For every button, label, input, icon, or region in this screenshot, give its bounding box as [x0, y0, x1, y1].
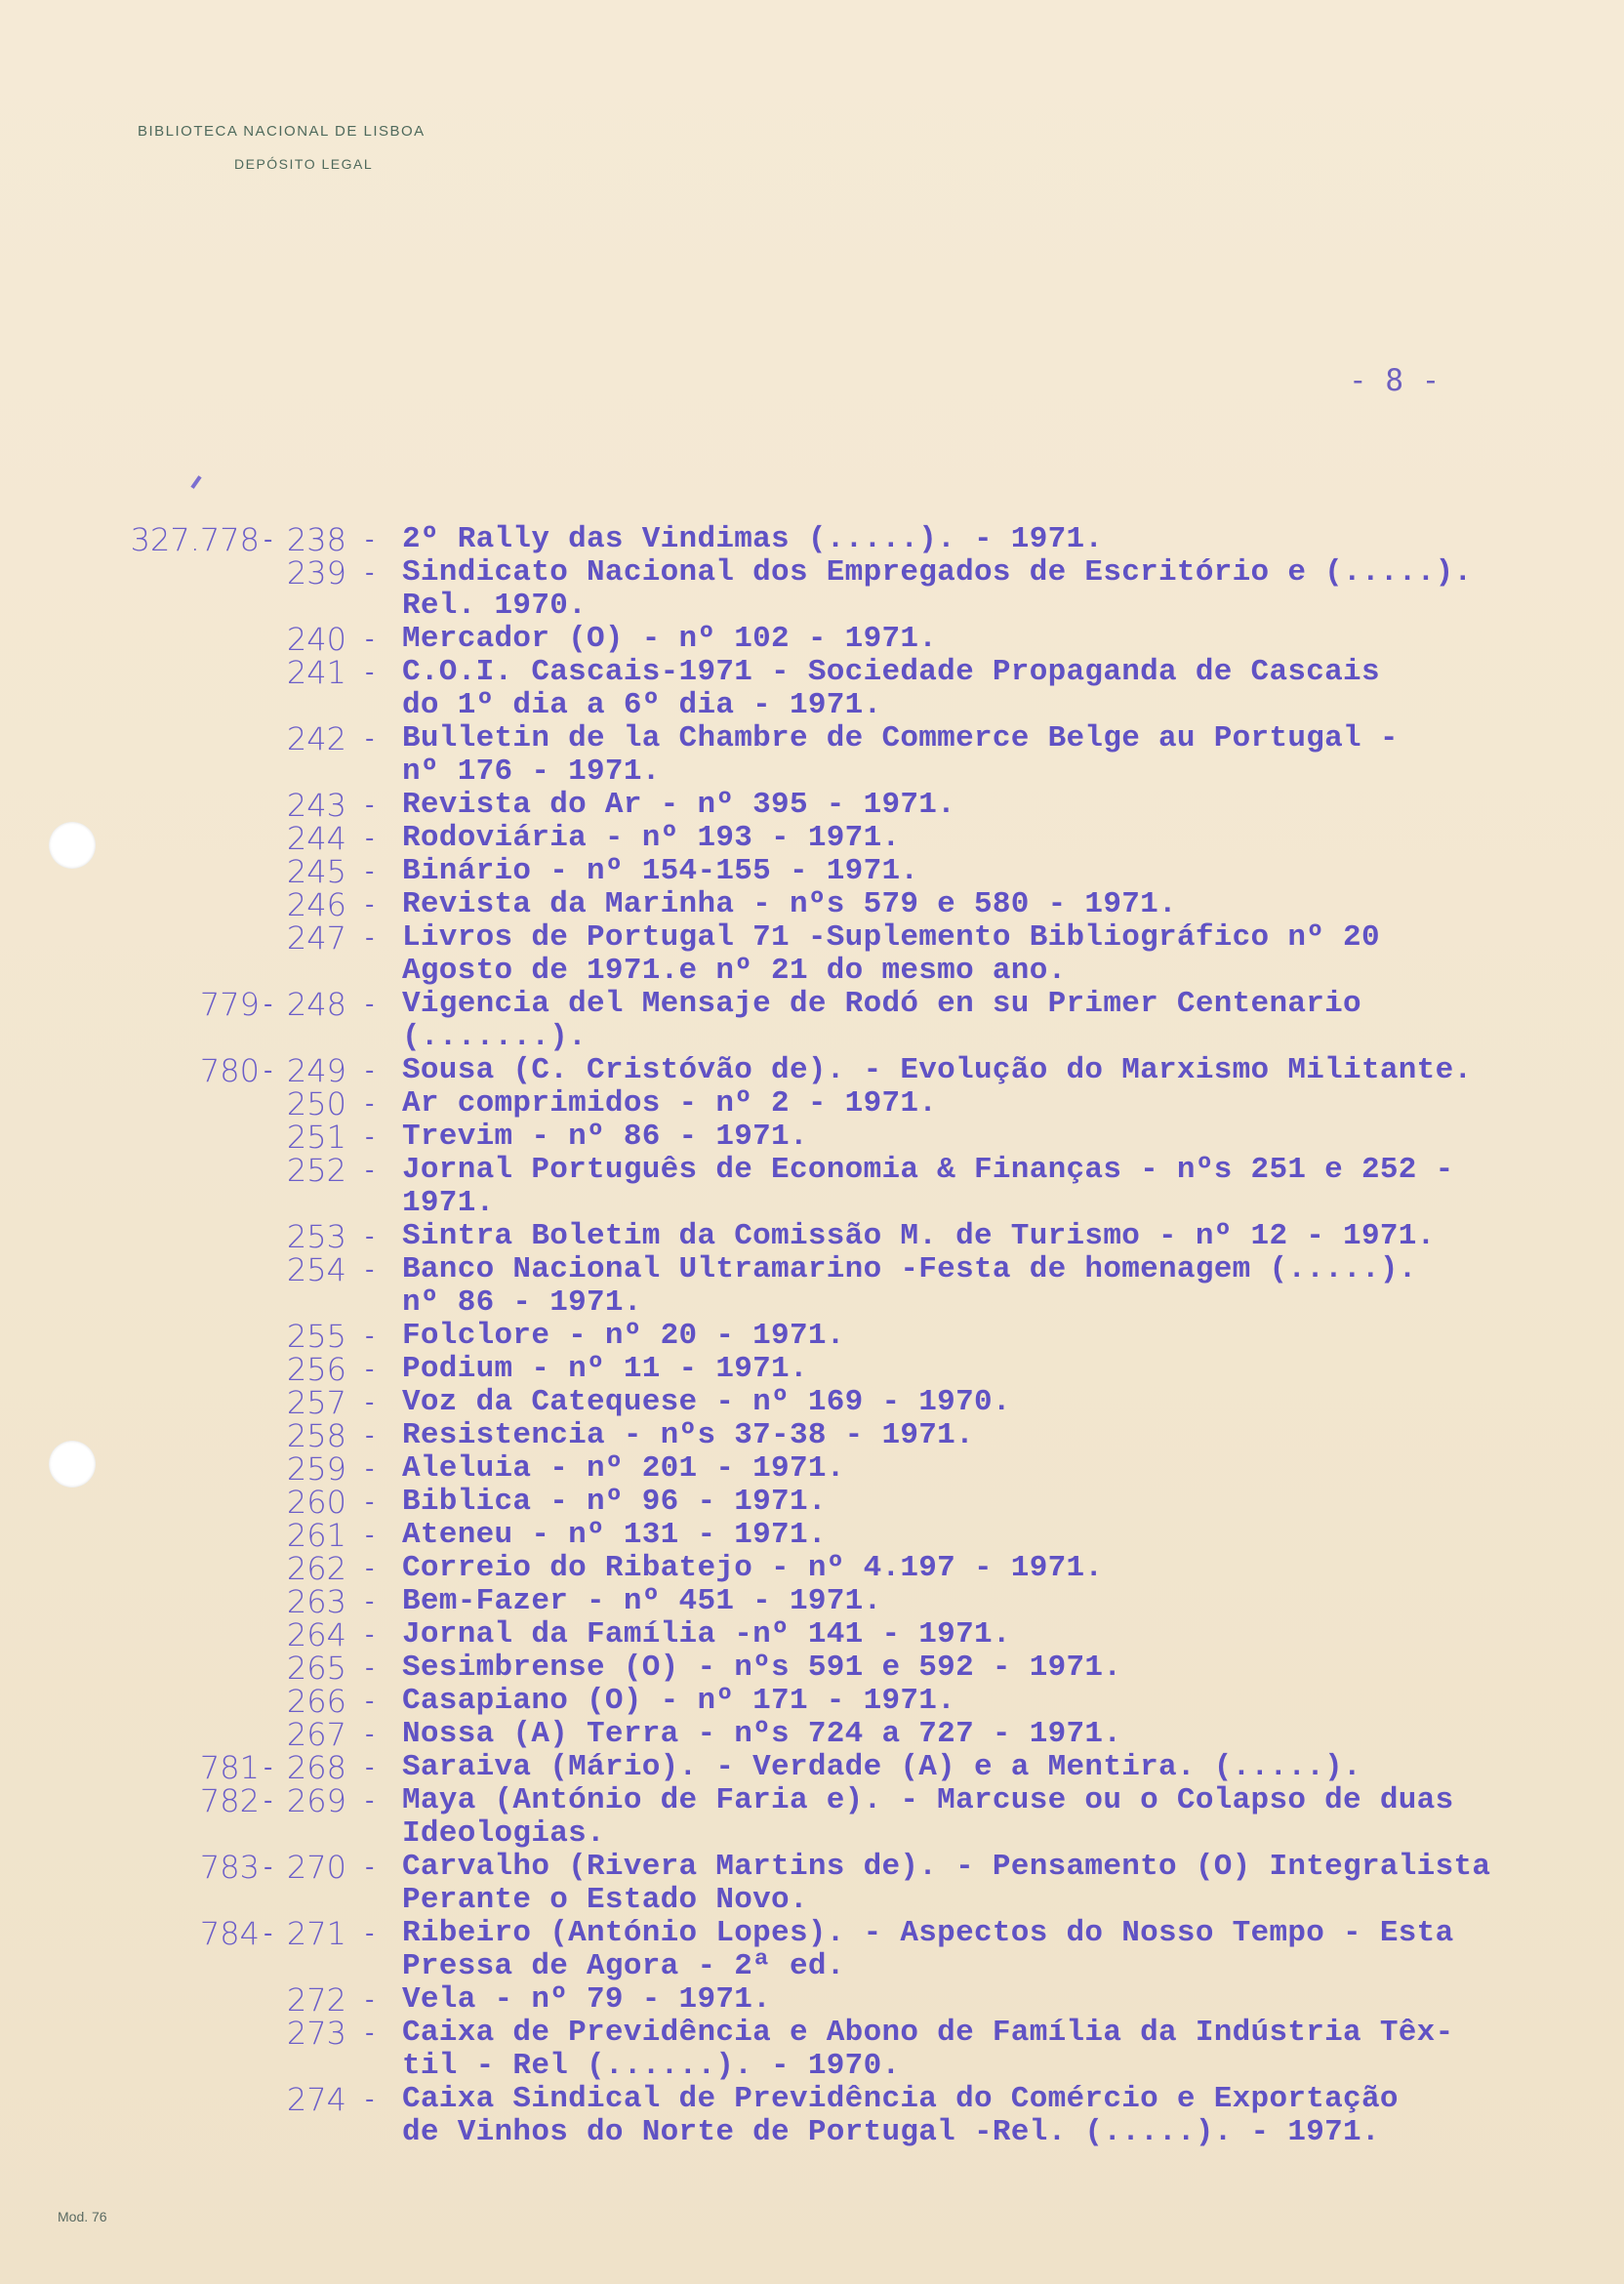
entry-title: Sindicato Nacional dos Empregados de Escritório e (.....). — [402, 555, 1473, 590]
entry-title-continued: nº 176 - 1971. — [402, 755, 661, 789]
entry-title: Mercador (O) - nº 102 - 1971. — [402, 622, 938, 656]
separator-dash: - — [365, 1753, 375, 1782]
deposit-entry — [0, 556, 1624, 623]
entry-title: Jornal da Família -nº 141 - 1971. — [402, 1617, 1011, 1652]
separator-dash: - — [264, 1853, 273, 1882]
item-number: 238 — [286, 521, 346, 558]
separator-dash: - — [365, 2085, 375, 2114]
separator-dash: - — [365, 1089, 375, 1119]
entry-title-continued: do 1º dia a 6º dia - 1971. — [402, 688, 882, 722]
item-number: 262 — [286, 1550, 346, 1587]
item-number: 241 — [286, 654, 346, 691]
deposit-entry — [0, 988, 1624, 1054]
item-number: 250 — [286, 1085, 346, 1122]
entry-line — [0, 1751, 1624, 1784]
entry-line — [0, 1585, 1624, 1618]
entry-line — [0, 988, 1624, 1021]
deposit-entry — [0, 789, 1624, 822]
deposit-entry — [0, 1685, 1624, 1718]
item-number: 274 — [286, 2081, 346, 2118]
separator-dash: - — [365, 1388, 375, 1417]
entry-title: Ribeiro (António Lopes). - Aspectos do Nosso Tempo - Esta — [402, 1916, 1454, 1950]
separator-dash: - — [365, 1255, 375, 1285]
item-number: 251 — [286, 1119, 346, 1156]
deposit-entry — [0, 1386, 1624, 1419]
entry-line — [0, 623, 1624, 656]
item-number: 264 — [286, 1616, 346, 1653]
entry-title: Caixa Sindical de Previdência do Comércio e Exportação — [402, 2082, 1399, 2116]
separator-dash: - — [365, 923, 375, 953]
accession-number: 780 — [199, 1052, 260, 1089]
entry-title: Nossa (A) Terra - nºs 724 a 727 - 1971. — [402, 1717, 1122, 1751]
item-number: 246 — [286, 886, 346, 923]
pencil-tick-mark — [190, 475, 201, 489]
deposit-entry — [0, 722, 1624, 789]
entry-line — [0, 855, 1624, 888]
entry-line — [0, 2083, 1624, 2116]
deposit-entry — [0, 1917, 1624, 1983]
deposit-entry — [0, 2083, 1624, 2149]
separator-dash: - — [365, 1122, 375, 1152]
deposit-entry — [0, 1154, 1624, 1220]
separator-dash: - — [365, 1488, 375, 1517]
item-number: 259 — [286, 1450, 346, 1488]
entry-title-continued: (.......). — [402, 1020, 588, 1054]
deposit-entry — [0, 1121, 1624, 1154]
entry-line — [0, 1718, 1624, 1751]
item-number: 243 — [286, 787, 346, 824]
entry-continuation-line — [0, 955, 1624, 988]
deposit-entry — [0, 1320, 1624, 1353]
separator-dash: - — [365, 1720, 375, 1749]
deposit-entry — [0, 1353, 1624, 1386]
entry-title: Vela - nº 79 - 1971. — [402, 1982, 772, 2017]
entry-title: Correio do Ribatejo - nº 4.197 - 1971. — [402, 1551, 1104, 1585]
entry-continuation-line — [0, 1286, 1624, 1320]
item-number: 239 — [286, 554, 346, 591]
entry-title-continued: Ideologias. — [402, 1816, 605, 1851]
entry-continuation-line — [0, 1884, 1624, 1917]
entry-title: Biblica - nº 96 - 1971. — [402, 1485, 827, 1519]
separator-dash: - — [264, 1919, 273, 1948]
item-number: 258 — [286, 1417, 346, 1454]
entry-title: Voz da Catequese - nº 169 - 1970. — [402, 1385, 1011, 1419]
entry-title: Bulletin de la Chambre de Commerce Belge au Portugal - — [402, 721, 1399, 755]
item-number: 257 — [286, 1384, 346, 1421]
entry-line — [0, 789, 1624, 822]
entry-title: C.O.I. Cascais-1971 - Sociedade Propaganda de Cascais — [402, 655, 1380, 689]
entry-title-continued: Rel. 1970. — [402, 589, 588, 623]
deposit-entry — [0, 1519, 1624, 1552]
entry-line — [0, 1983, 1624, 2017]
item-number: 267 — [286, 1716, 346, 1753]
deposit-entry — [0, 1054, 1624, 1087]
entry-line — [0, 2017, 1624, 2050]
separator-dash: - — [365, 525, 375, 554]
entry-line — [0, 1154, 1624, 1187]
deposit-entry — [0, 1486, 1624, 1519]
separator-dash: - — [264, 1786, 273, 1815]
deposit-entry — [0, 1552, 1624, 1585]
item-number: 244 — [286, 820, 346, 857]
item-number: 248 — [286, 986, 346, 1023]
deposit-entry — [0, 1253, 1624, 1320]
institution-header: BIBLIOTECA NACIONAL DE LISBOA — [138, 123, 426, 140]
entry-title: Folclore - nº 20 - 1971. — [402, 1319, 845, 1353]
entry-title: Casapiano (O) - nº 171 - 1971. — [402, 1684, 956, 1718]
separator-dash: - — [365, 1454, 375, 1484]
accession-number: 784 — [199, 1915, 260, 1952]
entry-title: Aleluia - nº 201 - 1971. — [402, 1451, 845, 1486]
entry-title: Livros de Portugal 71 -Suplemento Bibliográfico nº 20 — [402, 920, 1380, 955]
deposit-entry — [0, 1718, 1624, 1751]
entry-line — [0, 1486, 1624, 1519]
item-number: 266 — [286, 1683, 346, 1720]
accession-number: 781 — [199, 1749, 260, 1786]
entry-title: Revista do Ar - nº 395 - 1971. — [402, 788, 956, 822]
entry-title-continued: 1971. — [402, 1186, 495, 1220]
entry-line — [0, 1087, 1624, 1121]
separator-dash: - — [365, 1919, 375, 1948]
separator-dash: - — [365, 724, 375, 754]
entry-continuation-line — [0, 1187, 1624, 1220]
separator-dash: - — [365, 1421, 375, 1450]
entry-line — [0, 1917, 1624, 1950]
accession-number: 782 — [199, 1782, 260, 1819]
entry-line — [0, 1121, 1624, 1154]
separator-dash: - — [365, 1355, 375, 1384]
entry-line — [0, 921, 1624, 955]
entry-title: Podium - nº 11 - 1971. — [402, 1352, 808, 1386]
separator-dash: - — [365, 625, 375, 654]
entry-title-continued: Perante o Estado Novo. — [402, 1883, 808, 1917]
deposit-entry — [0, 921, 1624, 988]
item-number: 270 — [286, 1849, 346, 1886]
entry-title: Sesimbrense (O) - nºs 591 e 592 - 1971. — [402, 1651, 1122, 1685]
accession-number: 327.778 — [130, 521, 260, 558]
item-number: 261 — [286, 1517, 346, 1554]
entry-title: Revista da Marinha - nºs 579 e 580 - 1971. — [402, 887, 1177, 921]
entry-line — [0, 1652, 1624, 1685]
entry-continuation-line — [0, 590, 1624, 623]
item-number: 272 — [286, 1981, 346, 2019]
entry-line — [0, 1685, 1624, 1718]
entry-line — [0, 1220, 1624, 1253]
entry-title: Caixa de Previdência e Abono de Família da Indústria Têx- — [402, 2016, 1454, 2050]
separator-dash: - — [365, 1222, 375, 1251]
item-number: 263 — [286, 1583, 346, 1620]
separator-dash: - — [264, 525, 273, 554]
entry-line — [0, 1253, 1624, 1286]
entry-title: Rodoviária - nº 193 - 1971. — [402, 821, 901, 855]
entry-title: 2º Rally das Vindimas (.....). - 1971. — [402, 522, 1104, 556]
entry-line — [0, 1320, 1624, 1353]
entry-line — [0, 1452, 1624, 1486]
entry-line — [0, 1054, 1624, 1087]
deposit-entry — [0, 1452, 1624, 1486]
entry-title: Bem-Fazer - nº 451 - 1971. — [402, 1584, 882, 1618]
separator-dash: - — [365, 1687, 375, 1716]
entry-title-continued: til - Rel (......). - 1970. — [402, 2049, 901, 2083]
item-number: 242 — [286, 720, 346, 757]
entry-title-continued: Agosto de 1971.e nº 21 do mesmo ano. — [402, 954, 1067, 988]
separator-dash: - — [365, 890, 375, 919]
entry-line — [0, 556, 1624, 590]
deposit-entry — [0, 1087, 1624, 1121]
accession-number: 779 — [199, 986, 260, 1023]
entry-line — [0, 1851, 1624, 1884]
entry-title: Resistencia - nºs 37-38 - 1971. — [402, 1418, 974, 1452]
item-number: 265 — [286, 1650, 346, 1687]
entry-title: Jornal Português de Economia & Finanças - nºs 251 e 252 - — [402, 1153, 1454, 1187]
entry-continuation-line — [0, 2050, 1624, 2083]
department-header: DEPÓSITO LEGAL — [234, 156, 374, 172]
deposit-entry — [0, 1652, 1624, 1685]
item-number: 273 — [286, 2015, 346, 2052]
entry-title: Ateneu - nº 131 - 1971. — [402, 1518, 827, 1552]
separator-dash: - — [365, 1322, 375, 1351]
item-number: 240 — [286, 621, 346, 658]
entry-title: Ar comprimidos - nº 2 - 1971. — [402, 1086, 938, 1121]
deposit-entry — [0, 1784, 1624, 1851]
entry-title: Trevim - nº 86 - 1971. — [402, 1120, 808, 1154]
separator-dash: - — [264, 1056, 273, 1085]
entry-title: Saraiva (Mário). - Verdade (A) e a Mentira. (.....). — [402, 1750, 1361, 1784]
separator-dash: - — [264, 990, 273, 1019]
separator-dash: - — [365, 990, 375, 1019]
separator-dash: - — [365, 1786, 375, 1815]
entry-title: Sousa (C. Cristóvão de). - Evolução do Marxismo Militante. — [402, 1053, 1473, 1087]
separator-dash: - — [365, 1554, 375, 1583]
separator-dash: - — [365, 1620, 375, 1650]
entry-line — [0, 656, 1624, 689]
deposit-entry — [0, 1419, 1624, 1452]
entry-line — [0, 523, 1624, 556]
entry-continuation-line — [0, 2116, 1624, 2149]
deposit-entry — [0, 888, 1624, 921]
entry-continuation-line — [0, 689, 1624, 722]
separator-dash: - — [365, 1653, 375, 1683]
form-code: Mod. 76 — [58, 2209, 107, 2224]
page-number: - 8 - — [1349, 363, 1441, 398]
entry-continuation-line — [0, 1817, 1624, 1851]
item-number: 255 — [286, 1318, 346, 1355]
item-number: 269 — [286, 1782, 346, 1819]
deposit-entry — [0, 656, 1624, 722]
entry-line — [0, 1784, 1624, 1817]
entry-title: Vigencia del Mensaje de Rodó en su Primer Centenario — [402, 987, 1361, 1021]
item-number: 271 — [286, 1915, 346, 1952]
item-number: 260 — [286, 1484, 346, 1521]
entry-line — [0, 822, 1624, 855]
deposit-entry — [0, 1751, 1624, 1784]
deposit-entry — [0, 1585, 1624, 1618]
item-number: 247 — [286, 919, 346, 957]
entry-line — [0, 722, 1624, 755]
item-number: 249 — [286, 1052, 346, 1089]
separator-dash: - — [365, 658, 375, 687]
entry-line — [0, 1618, 1624, 1652]
separator-dash: - — [365, 1853, 375, 1882]
deposit-entry — [0, 1618, 1624, 1652]
deposit-entry — [0, 855, 1624, 888]
entry-continuation-line — [0, 755, 1624, 789]
entry-line — [0, 1419, 1624, 1452]
entry-title: Banco Nacional Ultramarino -Festa de homenagem (.....). — [402, 1252, 1417, 1286]
deposit-entry — [0, 1851, 1624, 1917]
entry-line — [0, 1552, 1624, 1585]
separator-dash: - — [365, 1985, 375, 2015]
separator-dash: - — [365, 2019, 375, 2048]
item-number: 268 — [286, 1749, 346, 1786]
entry-title: Carvalho (Rivera Martins de). - Pensamento (O) Integralista — [402, 1850, 1491, 1884]
accession-number: 783 — [199, 1849, 260, 1886]
deposit-entry-list — [0, 523, 1624, 2149]
item-number: 256 — [286, 1351, 346, 1388]
entry-line — [0, 888, 1624, 921]
separator-dash: - — [365, 558, 375, 588]
deposit-entry — [0, 822, 1624, 855]
item-number: 254 — [286, 1251, 346, 1288]
separator-dash: - — [365, 857, 375, 886]
entry-title-continued: nº 86 - 1971. — [402, 1285, 642, 1320]
separator-dash: - — [264, 1753, 273, 1782]
entry-line — [0, 1386, 1624, 1419]
deposit-entry — [0, 1220, 1624, 1253]
entry-line — [0, 1353, 1624, 1386]
separator-dash: - — [365, 1056, 375, 1085]
entry-title: Binário - nº 154-155 - 1971. — [402, 854, 919, 888]
deposit-entry — [0, 2017, 1624, 2083]
deposit-entry — [0, 1983, 1624, 2017]
separator-dash: - — [365, 824, 375, 853]
separator-dash: - — [365, 1156, 375, 1185]
item-number: 252 — [286, 1152, 346, 1189]
entry-continuation-line — [0, 1950, 1624, 1983]
entry-continuation-line — [0, 1021, 1624, 1054]
entry-title-continued: Pressa de Agora - 2ª ed. — [402, 1949, 845, 1983]
separator-dash: - — [365, 791, 375, 820]
deposit-entry — [0, 523, 1624, 556]
item-number: 245 — [286, 853, 346, 890]
entry-title: Sintra Boletim da Comissão M. de Turismo - nº 12 - 1971. — [402, 1219, 1436, 1253]
entry-line — [0, 1519, 1624, 1552]
separator-dash: - — [365, 1521, 375, 1550]
entry-title-continued: de Vinhos do Norte de Portugal -Rel. (.....). - 1971. — [402, 2115, 1380, 2149]
entry-title: Maya (António de Faria e). - Marcuse ou o Colapso de duas — [402, 1783, 1454, 1817]
separator-dash: - — [365, 1587, 375, 1616]
item-number: 253 — [286, 1218, 346, 1255]
deposit-entry — [0, 623, 1624, 656]
